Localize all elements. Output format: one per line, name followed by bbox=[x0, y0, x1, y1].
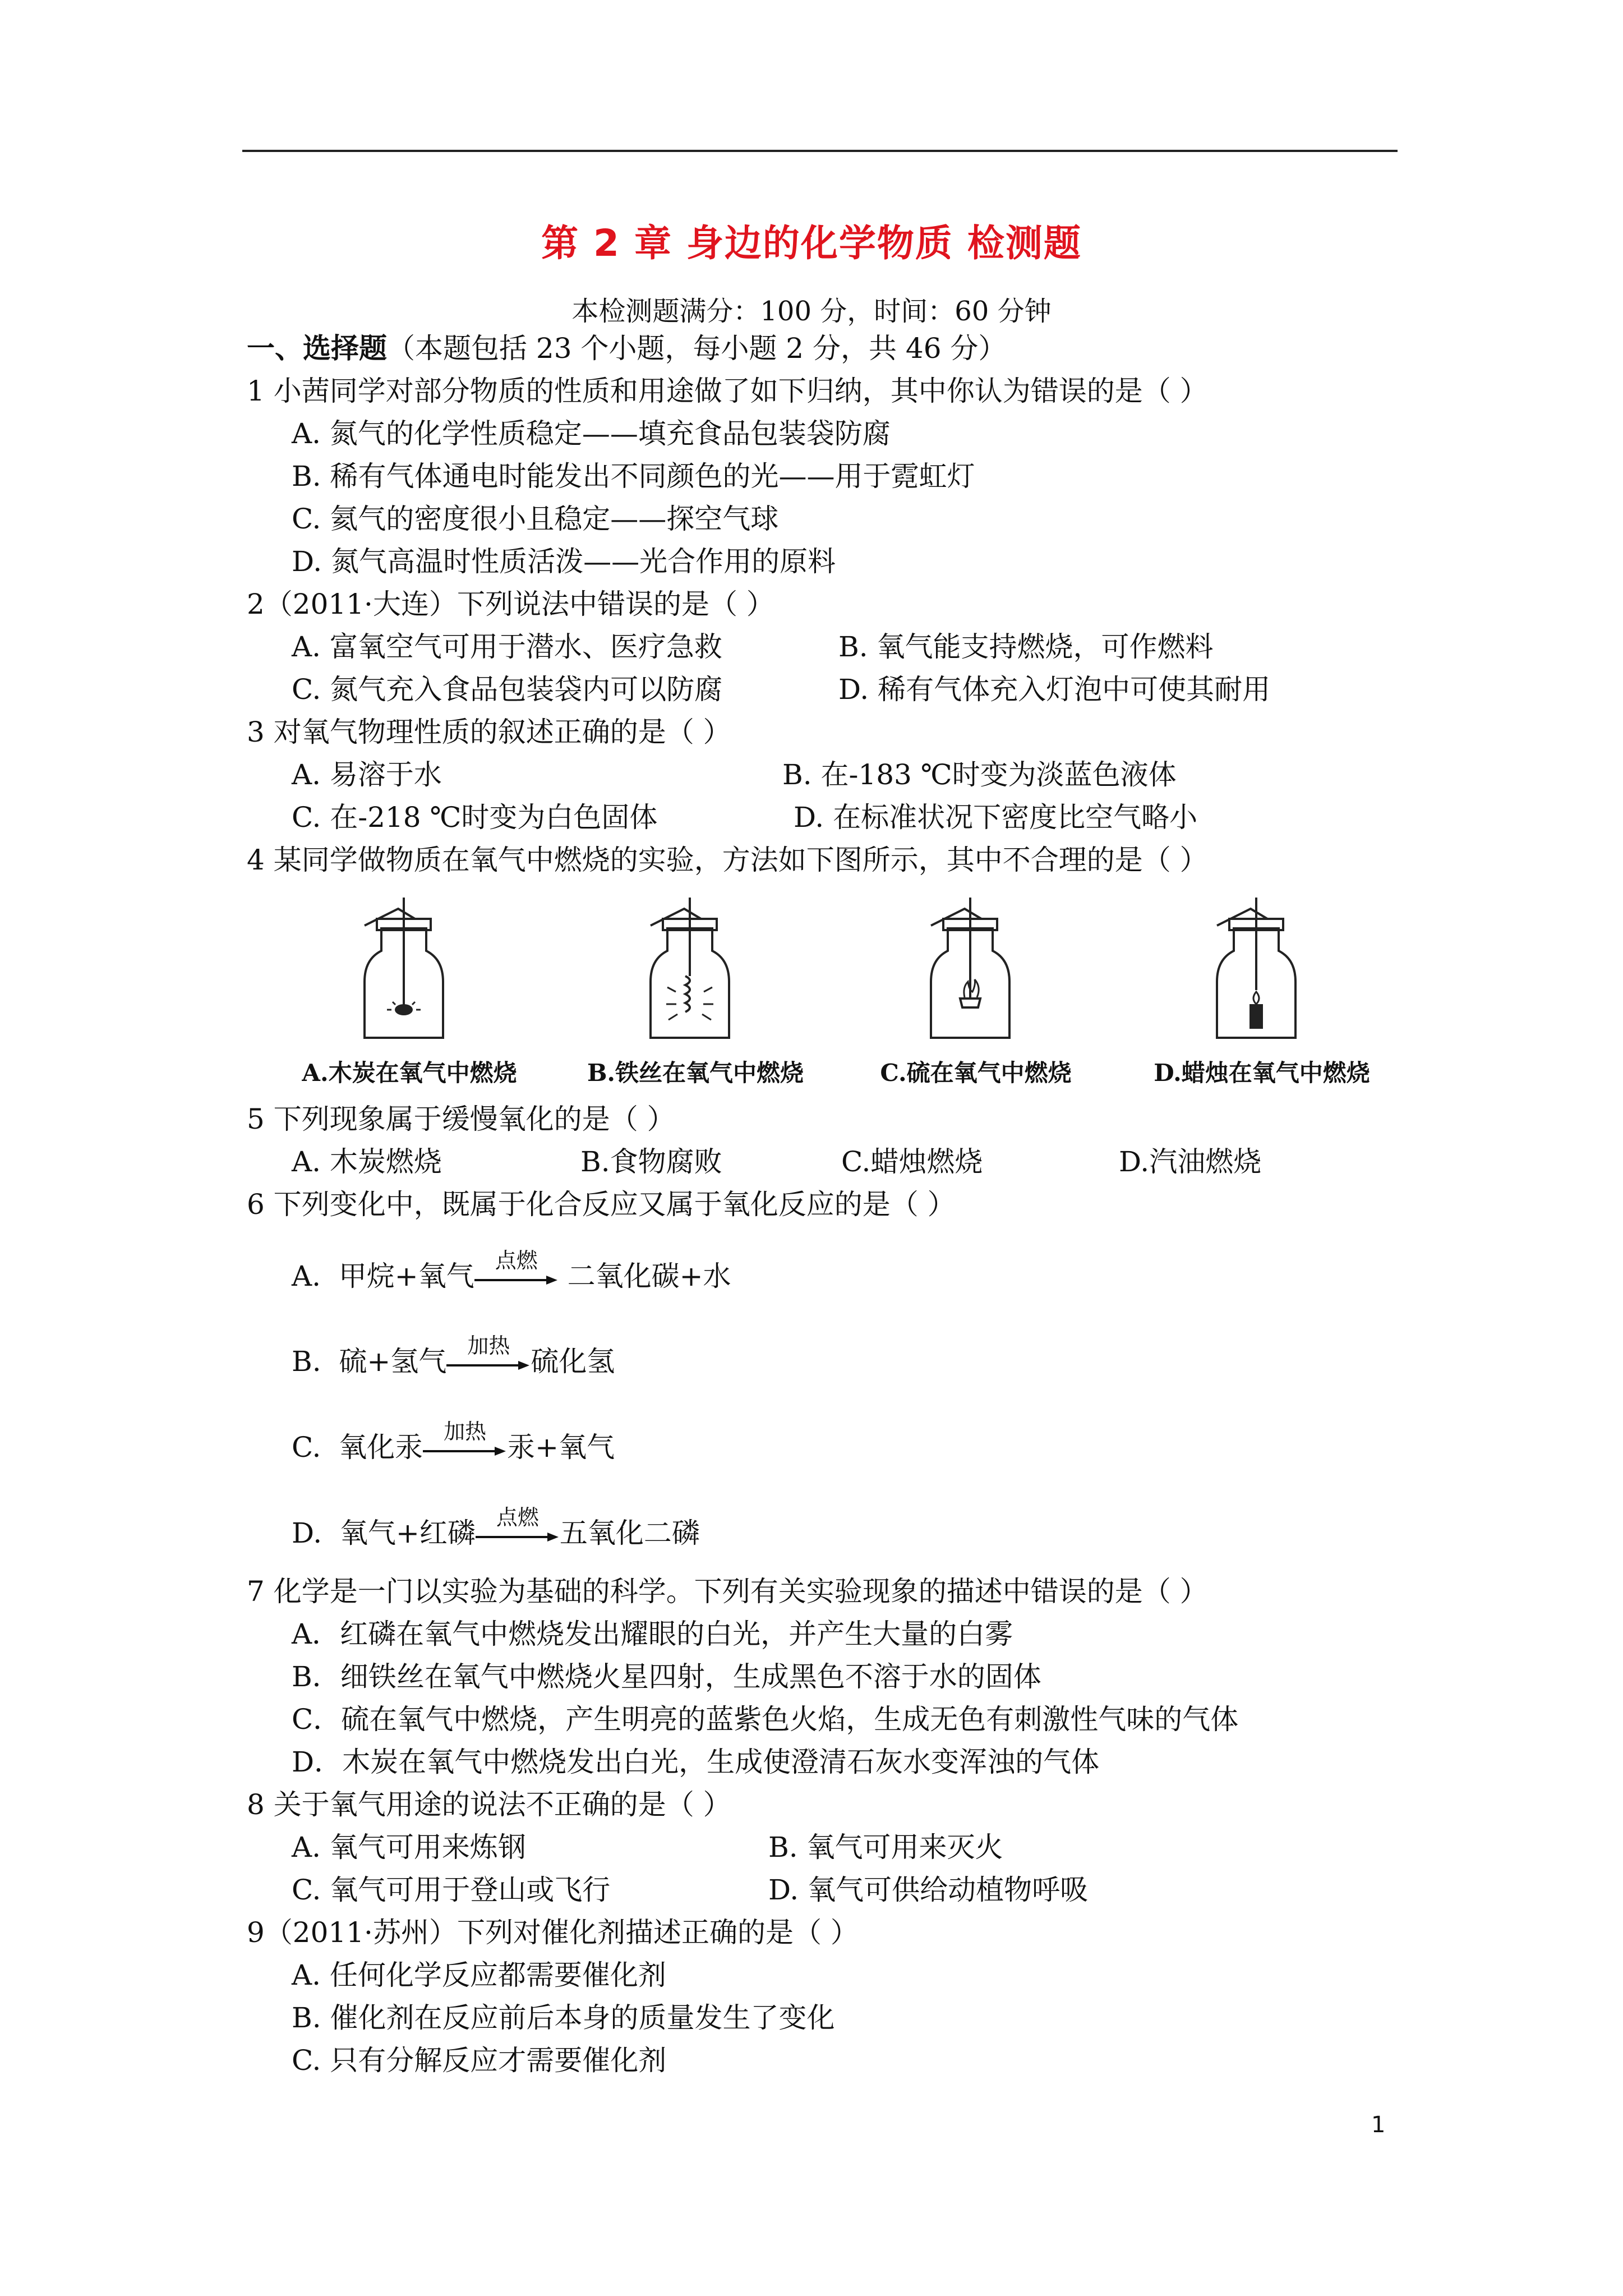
header-rule bbox=[242, 150, 1398, 152]
reaction-arrow bbox=[474, 1248, 559, 1292]
q6-b-left: 硫+氢气 bbox=[339, 1345, 447, 1378]
q6-a-left: 甲烷+氧气 bbox=[338, 1260, 474, 1292]
reaction-arrow bbox=[446, 1333, 531, 1378]
arrow-right-icon bbox=[474, 1274, 559, 1286]
q2-stem: 2（2011·大连）下列说法中错误的是（ ） bbox=[247, 588, 774, 620]
q2-option-c: C. 氮气充入食品包装袋内可以防腐 bbox=[292, 673, 723, 706]
q8-option-b: B. 氧气可用来灭火 bbox=[768, 1831, 1003, 1864]
arrow-right-icon bbox=[476, 1531, 560, 1543]
page-title: 第 2 章 身边的化学物质 检测题 bbox=[541, 222, 1082, 265]
figure-c bbox=[836, 898, 1116, 1088]
figure-d-caption: D.蜡烛在氧气中燃烧 bbox=[1154, 1059, 1370, 1087]
figure-a-caption: A.木炭在氧气中燃烧 bbox=[302, 1059, 517, 1087]
q7-stem: 7 化学是一门以实验为基础的科学。下列有关实验现象的描述中错误的是（ ） bbox=[247, 1575, 1208, 1608]
figure-b bbox=[555, 898, 836, 1088]
q9-stem: 9（2011·苏州）下列对催化剂描述正确的是（ ） bbox=[247, 1916, 859, 1949]
q6-d-condition: 点燃 bbox=[496, 1505, 539, 1530]
q6-a-condition: 点燃 bbox=[495, 1248, 538, 1273]
q6-c-left: 氧化汞 bbox=[339, 1431, 423, 1464]
reaction-arrow bbox=[476, 1505, 560, 1549]
reaction-arrow bbox=[423, 1419, 507, 1464]
q1-option-a: A. 氮气的化学性质稳定——填充食品包装袋防腐 bbox=[292, 417, 891, 450]
q5-option-d: D.汽油燃烧 bbox=[1119, 1145, 1262, 1178]
q6-a-right: 二氧化碳+水 bbox=[567, 1260, 731, 1292]
figure-c-caption: C.硫在氧气中燃烧 bbox=[880, 1059, 1072, 1087]
q3-option-b: B. 在-183 ℃时变为淡蓝色液体 bbox=[782, 758, 1177, 791]
q3-option-a: A. 易溶于水 bbox=[292, 758, 442, 791]
q9-option-a: A. 任何化学反应都需要催化剂 bbox=[292, 1959, 666, 1991]
q6-d-label: D. bbox=[292, 1517, 322, 1549]
page-subtitle: 本检测题满分：100 分，时间：60 分钟 bbox=[571, 296, 1052, 327]
q7-option-d: D．木炭在氧气中燃烧发出白光，生成使澄清石灰水变浑浊的气体 bbox=[292, 1746, 1100, 1778]
q8-option-a: A. 氧气可用来炼钢 bbox=[292, 1831, 526, 1864]
q5-stem: 5 下列现象属于缓慢氧化的是（ ） bbox=[247, 1103, 675, 1135]
q6-c-right: 汞+氧气 bbox=[507, 1431, 615, 1464]
q5-option-c: C.蜡烛燃烧 bbox=[841, 1145, 983, 1178]
q8-option-d: D. 氧气可供给动植物呼吸 bbox=[768, 1874, 1089, 1906]
q7-option-b: B．细铁丝在氧气中燃烧火星四射，生成黑色不溶于水的固体 bbox=[292, 1660, 1041, 1693]
bottle-charcoal-icon bbox=[342, 898, 465, 1043]
q2-option-d: D. 稀有气体充入灯泡中可使其耐用 bbox=[838, 673, 1271, 706]
figure-b-caption: B.铁丝在氧气中燃烧 bbox=[587, 1059, 804, 1087]
q5-option-a: A. 木炭燃烧 bbox=[292, 1145, 442, 1178]
q6-option-a bbox=[292, 1248, 731, 1294]
section-label: 一、选择题 bbox=[247, 332, 387, 365]
q7-option-a: A．红磷在氧气中燃烧发出耀眼的白光，并产生大量的白雾 bbox=[292, 1618, 1013, 1650]
q3-option-c: C. 在-218 ℃时变为白色固体 bbox=[292, 801, 658, 834]
arrow-right-icon bbox=[446, 1360, 531, 1371]
q6-c-condition: 加热 bbox=[444, 1419, 487, 1444]
q4-figures bbox=[269, 898, 1402, 1088]
q2-option-b: B. 氧气能支持燃烧，可作燃料 bbox=[838, 631, 1214, 663]
q4-stem: 4 某同学做物质在氧气中燃烧的实验，方法如下图所示，其中不合理的是（ ） bbox=[247, 844, 1208, 876]
q7-option-c: C．硫在氧气中燃烧，产生明亮的蓝紫色火焰，生成无色有刺激性气味的气体 bbox=[292, 1703, 1239, 1736]
q6-b-condition: 加热 bbox=[467, 1333, 510, 1358]
q1-option-c: C. 氦气的密度很小且稳定——探空气球 bbox=[292, 503, 779, 535]
q6-d-right: 五氧化二磷 bbox=[559, 1517, 700, 1549]
q6-option-c bbox=[292, 1419, 615, 1465]
q6-c-label: C. bbox=[292, 1431, 321, 1464]
section-heading bbox=[247, 332, 1007, 365]
q1-stem: 1 小茜同学对部分物质的性质和用途做了如下归纳，其中你认为错误的是（ ） bbox=[247, 375, 1208, 407]
q6-b-right: 硫化氢 bbox=[531, 1345, 615, 1378]
q6-option-b bbox=[292, 1333, 615, 1379]
q6-a-label: A. bbox=[292, 1260, 321, 1292]
q1-option-d: D. 氮气高温时性质活泼——光合作用的原料 bbox=[292, 545, 836, 578]
arrow-right-icon bbox=[423, 1446, 507, 1457]
q9-option-c: C. 只有分解反应才需要催化剂 bbox=[292, 2044, 667, 2077]
q9-option-b: B. 催化剂在反应前后本身的质量发生了变化 bbox=[292, 2001, 835, 2034]
bottle-sulfur-icon bbox=[909, 898, 1032, 1043]
q3-stem: 3 对氧气物理性质的叙述正确的是（ ） bbox=[247, 716, 731, 748]
q6-option-d bbox=[292, 1505, 700, 1551]
section-note: （本题包括 23 个小题，每小题 2 分，共 46 分） bbox=[387, 332, 1007, 365]
q3-option-d: D. 在标准状况下密度比空气略小 bbox=[794, 801, 1198, 834]
figure-d bbox=[1122, 898, 1402, 1088]
q6-b-label: B. bbox=[292, 1345, 321, 1378]
q6-stem: 6 下列变化中，既属于化合反应又属于氧化反应的是（ ） bbox=[247, 1188, 956, 1221]
q1-option-b: B. 稀有气体通电时能发出不同颜色的光——用于霓虹灯 bbox=[292, 460, 975, 493]
q5-option-b: B.食物腐败 bbox=[580, 1145, 722, 1178]
bottle-candle-icon bbox=[1195, 898, 1318, 1043]
q8-stem: 8 关于氧气用途的说法不正确的是（ ） bbox=[247, 1788, 731, 1821]
bottle-iron-wire-icon bbox=[628, 898, 751, 1043]
q2-option-a: A. 富氧空气可用于潜水、医疗急救 bbox=[292, 631, 722, 663]
q6-d-left: 氧气+红磷 bbox=[340, 1517, 476, 1549]
page-number: 1 bbox=[1371, 2112, 1386, 2138]
q8-option-c: C. 氧气可用于登山或飞行 bbox=[292, 1874, 611, 1906]
figure-a bbox=[269, 898, 550, 1088]
